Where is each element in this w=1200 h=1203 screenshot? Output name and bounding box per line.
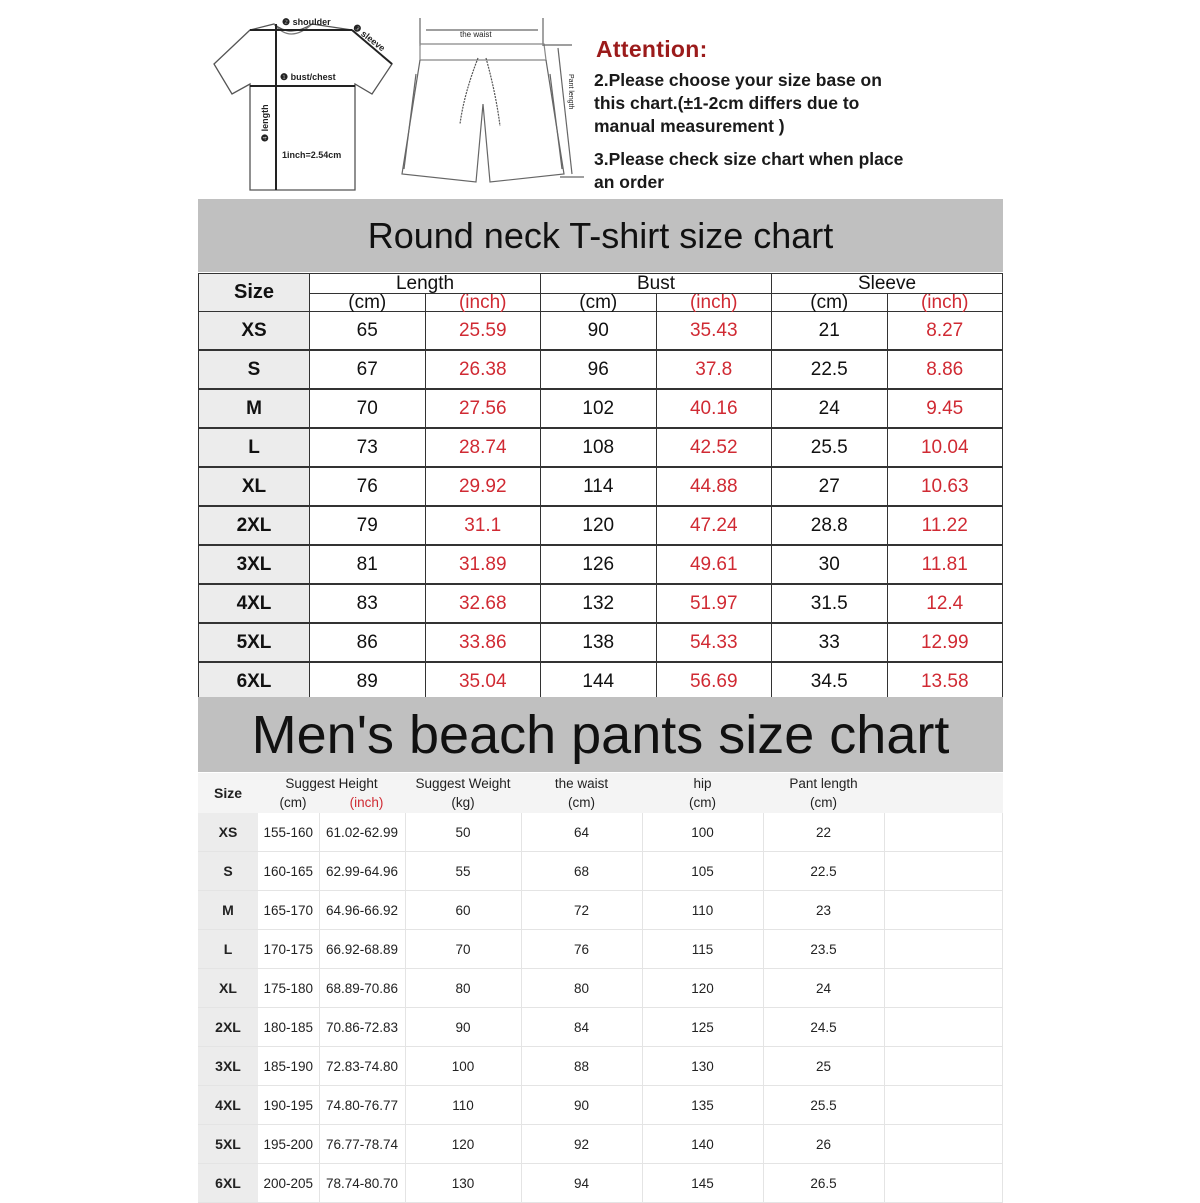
inch-cell: 8.27 <box>887 312 1003 351</box>
unit-cm: (cm) <box>310 294 426 312</box>
value-cell: 195-200 <box>258 1125 319 1164</box>
size-cell: 5XL <box>198 1125 258 1164</box>
tshirt-size-table <box>198 273 1003 702</box>
size-cell: S <box>198 852 258 891</box>
cm-cell: 79 <box>310 506 426 545</box>
pant-length-label: Pant length <box>567 74 574 110</box>
inch-cell: 56.69 <box>656 662 772 701</box>
value-cell: 135 <box>642 1086 763 1125</box>
size-cell: L <box>199 428 310 467</box>
cm-cell: 73 <box>310 428 426 467</box>
cm-cell: 27 <box>772 467 888 506</box>
size-cell: XS <box>198 813 258 852</box>
cm-cell: 86 <box>310 623 426 662</box>
inch-cell: 26.38 <box>425 350 541 389</box>
value-cell: 130 <box>405 1164 521 1203</box>
inch-cell: 44.88 <box>656 467 772 506</box>
value-cell: 170-175 <box>258 930 319 969</box>
unit-cm: (cm) <box>810 795 837 810</box>
inch-cell: 28.74 <box>425 428 541 467</box>
cm-cell: 28.8 <box>772 506 888 545</box>
inch-cell: 47.24 <box>656 506 772 545</box>
cm-cell: 96 <box>541 350 657 389</box>
table-row <box>199 312 1003 351</box>
cm-cell: 90 <box>541 312 657 351</box>
value-cell: 61.02-62.99 <box>319 813 405 852</box>
shorts-diagram <box>398 14 588 196</box>
waist-label: the waist <box>460 30 492 39</box>
waist-label: the waist <box>554 776 609 791</box>
value-cell: 22 <box>763 813 884 852</box>
cm-cell: 34.5 <box>772 662 888 701</box>
value-cell: 120 <box>405 1125 521 1164</box>
cm-cell: 114 <box>541 467 657 506</box>
unit-inch: (inch) <box>887 294 1003 312</box>
empty-header <box>884 773 1003 813</box>
size-header: Size <box>199 274 310 312</box>
attention-line: manual measurement ) <box>594 116 785 136</box>
value-cell: 68.89-70.86 <box>319 969 405 1008</box>
value-cell: 115 <box>642 930 763 969</box>
unit-cm: (cm) <box>568 795 595 810</box>
cm-cell: 144 <box>541 662 657 701</box>
inch-cell: 27.56 <box>425 389 541 428</box>
cm-cell: 120 <box>541 506 657 545</box>
value-cell: 90 <box>405 1008 521 1047</box>
value-cell: 24 <box>763 969 884 1008</box>
value-cell: 60 <box>405 891 521 930</box>
value-cell: 22.5 <box>763 852 884 891</box>
shorts-illustration-icon <box>398 14 588 196</box>
tshirt-diagram <box>212 14 398 194</box>
empty-cell <box>884 891 1003 930</box>
table-header-row <box>199 274 1003 294</box>
cm-cell: 138 <box>541 623 657 662</box>
value-cell: 105 <box>642 852 763 891</box>
empty-cell <box>884 1008 1003 1047</box>
table-row <box>199 545 1003 584</box>
pants-chart-title: Men's beach pants size chart <box>198 697 1003 772</box>
attention-line: an order <box>594 172 665 192</box>
value-cell: 110 <box>642 891 763 930</box>
bust-header: Bust <box>541 274 772 294</box>
table-row <box>198 1047 1003 1086</box>
table-row <box>199 467 1003 506</box>
value-cell: 50 <box>405 813 521 852</box>
table-row <box>199 662 1003 701</box>
pant-length-label: Pant length <box>789 776 858 791</box>
table-row <box>198 1086 1003 1125</box>
inch-cell: 29.92 <box>425 467 541 506</box>
value-cell: 100 <box>405 1047 521 1086</box>
inch-cell: 35.04 <box>425 662 541 701</box>
cm-cell: 30 <box>772 545 888 584</box>
empty-cell <box>884 1164 1003 1203</box>
value-cell: 72.83-74.80 <box>319 1047 405 1086</box>
size-cell: 4XL <box>199 584 310 623</box>
value-cell: 155-160 <box>258 813 319 852</box>
inch-cell: 32.68 <box>425 584 541 623</box>
size-cell: XL <box>198 969 258 1008</box>
empty-cell <box>884 1086 1003 1125</box>
hip-header <box>642 773 763 813</box>
unit-cm: (cm) <box>689 795 716 810</box>
value-cell: 200-205 <box>258 1164 319 1203</box>
inch-cell: 54.33 <box>656 623 772 662</box>
size-cell: 2XL <box>198 1008 258 1047</box>
value-cell: 190-195 <box>258 1086 319 1125</box>
size-cell: XL <box>199 467 310 506</box>
value-cell: 90 <box>521 1086 642 1125</box>
value-cell: 100 <box>642 813 763 852</box>
size-cell: 5XL <box>199 623 310 662</box>
value-cell: 185-190 <box>258 1047 319 1086</box>
attention-title: Attention: <box>596 36 708 62</box>
inch-cell: 10.04 <box>887 428 1003 467</box>
unit-cm: (cm) <box>772 294 888 312</box>
inch-cell: 10.63 <box>887 467 1003 506</box>
size-cell: 6XL <box>198 1164 258 1203</box>
shoulder-label: ❷ shoulder <box>282 17 331 27</box>
cm-cell: 108 <box>541 428 657 467</box>
value-cell: 76.77-78.74 <box>319 1125 405 1164</box>
cm-cell: 25.5 <box>772 428 888 467</box>
height-label: Suggest Height <box>285 776 378 791</box>
empty-cell <box>884 813 1003 852</box>
value-cell: 74.80-76.77 <box>319 1086 405 1125</box>
unit-cm: (cm) <box>279 795 307 810</box>
unit-inch: (inch) <box>349 795 384 810</box>
empty-cell <box>884 1125 1003 1164</box>
empty-cell <box>884 930 1003 969</box>
cm-cell: 24 <box>772 389 888 428</box>
inch-cell: 31.89 <box>425 545 541 584</box>
unit-inch: (inch) <box>425 294 541 312</box>
value-cell: 80 <box>405 969 521 1008</box>
conversion-label: 1inch=2.54cm <box>282 150 342 160</box>
size-cell: 3XL <box>199 545 310 584</box>
table-row <box>198 1125 1003 1164</box>
cm-cell: 65 <box>310 312 426 351</box>
inch-cell: 49.61 <box>656 545 772 584</box>
size-cell: 2XL <box>199 506 310 545</box>
cm-cell: 102 <box>541 389 657 428</box>
size-cell: S <box>199 350 310 389</box>
inch-cell: 37.8 <box>656 350 772 389</box>
height-header <box>258 773 405 813</box>
inch-cell: 8.86 <box>887 350 1003 389</box>
empty-cell <box>884 1047 1003 1086</box>
size-cell: XS <box>199 312 310 351</box>
value-cell: 25.5 <box>763 1086 884 1125</box>
inch-cell: 11.22 <box>887 506 1003 545</box>
table-row <box>199 584 1003 623</box>
size-header: Size <box>198 773 258 813</box>
unit-header-row <box>199 294 1003 312</box>
value-cell: 55 <box>405 852 521 891</box>
value-cell: 110 <box>405 1086 521 1125</box>
table-row <box>198 1164 1003 1203</box>
value-cell: 68 <box>521 852 642 891</box>
pants-size-table <box>198 773 1003 1203</box>
value-cell: 24.5 <box>763 1008 884 1047</box>
value-cell: 76 <box>521 930 642 969</box>
cm-cell: 132 <box>541 584 657 623</box>
inch-cell: 31.1 <box>425 506 541 545</box>
sleeve-label: ❸ sleeve <box>350 22 388 54</box>
unit-inch: (inch) <box>656 294 772 312</box>
table-row <box>199 506 1003 545</box>
table-row <box>199 350 1003 389</box>
value-cell: 64.96-66.92 <box>319 891 405 930</box>
table-row <box>199 428 1003 467</box>
table-row <box>198 969 1003 1008</box>
cm-cell: 70 <box>310 389 426 428</box>
value-cell: 26.5 <box>763 1164 884 1203</box>
cm-cell: 81 <box>310 545 426 584</box>
table-row <box>198 1008 1003 1047</box>
value-cell: 180-185 <box>258 1008 319 1047</box>
value-cell: 92 <box>521 1125 642 1164</box>
inch-cell: 25.59 <box>425 312 541 351</box>
tshirt-chart-title: Round neck T-shirt size chart <box>198 199 1003 272</box>
value-cell: 26 <box>763 1125 884 1164</box>
table-row <box>199 623 1003 662</box>
size-cell: 4XL <box>198 1086 258 1125</box>
unit-kg: (kg) <box>451 795 475 810</box>
cm-cell: 33 <box>772 623 888 662</box>
waist-header <box>521 773 642 813</box>
pant-length-header <box>763 773 884 813</box>
value-cell: 120 <box>642 969 763 1008</box>
value-cell: 78.74-80.70 <box>319 1164 405 1203</box>
measurement-guide <box>200 0 1005 198</box>
value-cell: 125 <box>642 1008 763 1047</box>
weight-label: Suggest Weight <box>415 776 511 791</box>
value-cell: 175-180 <box>258 969 319 1008</box>
inch-cell: 42.52 <box>656 428 772 467</box>
weight-header <box>405 773 521 813</box>
attention-line: 2.Please choose your size base on <box>594 70 882 90</box>
cm-cell: 21 <box>772 312 888 351</box>
inch-cell: 40.16 <box>656 389 772 428</box>
value-cell: 23.5 <box>763 930 884 969</box>
cm-cell: 83 <box>310 584 426 623</box>
value-cell: 23 <box>763 891 884 930</box>
value-cell: 66.92-68.89 <box>319 930 405 969</box>
value-cell: 25 <box>763 1047 884 1086</box>
cm-cell: 67 <box>310 350 426 389</box>
attention-notes <box>594 36 1014 194</box>
value-cell: 130 <box>642 1047 763 1086</box>
size-cell: 3XL <box>198 1047 258 1086</box>
sleeve-header: Sleeve <box>772 274 1003 294</box>
size-cell: L <box>198 930 258 969</box>
size-cell: 6XL <box>199 662 310 701</box>
value-cell: 84 <box>521 1008 642 1047</box>
value-cell: 140 <box>642 1125 763 1164</box>
cm-cell: 76 <box>310 467 426 506</box>
table-row <box>198 930 1003 969</box>
value-cell: 88 <box>521 1047 642 1086</box>
cm-cell: 126 <box>541 545 657 584</box>
cm-cell: 31.5 <box>772 584 888 623</box>
hip-label: hip <box>693 776 712 791</box>
inch-cell: 35.43 <box>656 312 772 351</box>
empty-cell <box>884 969 1003 1008</box>
inch-cell: 12.99 <box>887 623 1003 662</box>
table-row <box>198 891 1003 930</box>
value-cell: 70 <box>405 930 521 969</box>
attention-line: this chart.(±1-2cm differs due to <box>594 93 860 113</box>
cm-cell: 22.5 <box>772 350 888 389</box>
inch-cell: 9.45 <box>887 389 1003 428</box>
value-cell: 72 <box>521 891 642 930</box>
inch-cell: 13.58 <box>887 662 1003 701</box>
inch-cell: 12.4 <box>887 584 1003 623</box>
size-cell: M <box>199 389 310 428</box>
length-header: Length <box>310 274 541 294</box>
length-label: ❹ length <box>260 104 270 142</box>
bust-label: ❶ bust/chest <box>280 72 336 82</box>
table-row <box>198 852 1003 891</box>
value-cell: 62.99-64.96 <box>319 852 405 891</box>
attention-line: 3.Please check size chart when place <box>594 149 904 169</box>
inch-cell: 51.97 <box>656 584 772 623</box>
value-cell: 80 <box>521 969 642 1008</box>
value-cell: 145 <box>642 1164 763 1203</box>
table-row <box>198 813 1003 852</box>
value-cell: 70.86-72.83 <box>319 1008 405 1047</box>
unit-cm: (cm) <box>541 294 657 312</box>
inch-cell: 11.81 <box>887 545 1003 584</box>
cm-cell: 89 <box>310 662 426 701</box>
value-cell: 165-170 <box>258 891 319 930</box>
value-cell: 94 <box>521 1164 642 1203</box>
empty-cell <box>884 852 1003 891</box>
size-cell: M <box>198 891 258 930</box>
table-row <box>199 389 1003 428</box>
inch-cell: 33.86 <box>425 623 541 662</box>
table-header-row <box>198 773 1003 813</box>
value-cell: 160-165 <box>258 852 319 891</box>
value-cell: 64 <box>521 813 642 852</box>
